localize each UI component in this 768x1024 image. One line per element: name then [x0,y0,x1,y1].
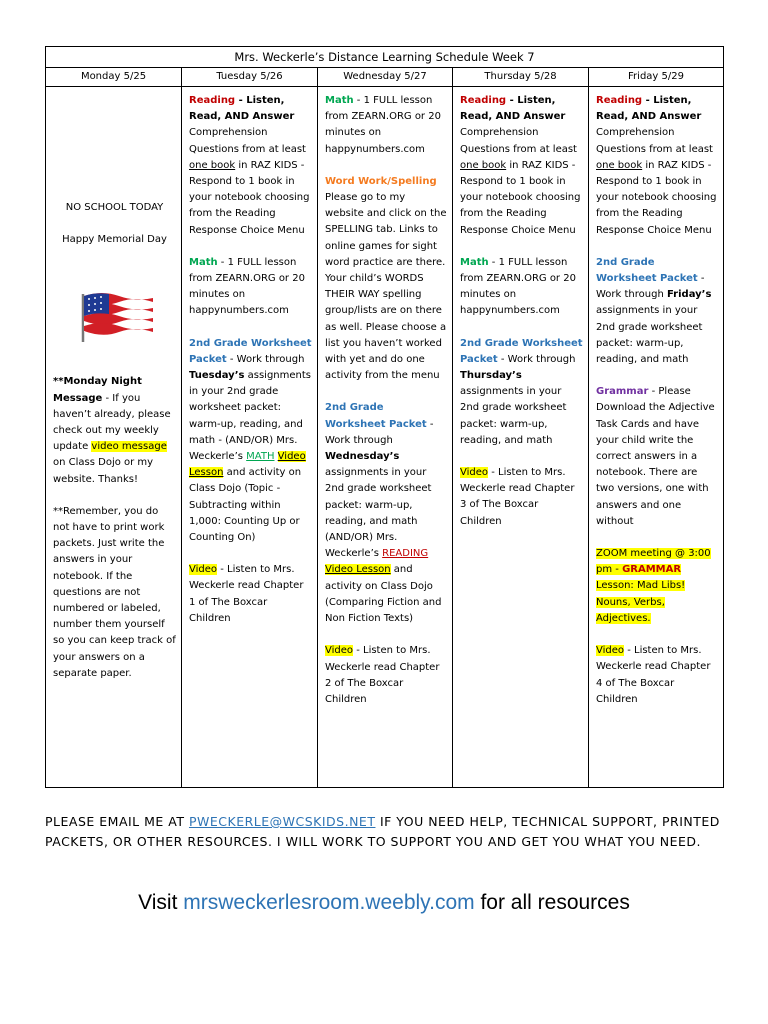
reading-bold: Listen, Read, AND Answer [460,95,566,123]
friday-worksheet-block [596,255,718,368]
visit-website-line [0,891,768,915]
video-link[interactable]: Video [596,645,625,657]
reading-label: Reading [189,95,236,106]
holiday-text: Happy Memorial Day [62,234,167,246]
zoom-text-end: Lesson: Mad Libs! Nouns, Verbs, Adjectives. [596,580,686,624]
math-label: Math [325,95,354,106]
video-text: - Listen to Mrs. Weckerle read Chapter 2 of The Boxcar Children [325,645,440,705]
video-text: - Listen to Mrs. Weckerle read Chapter 4 of The Boxcar Children [596,645,711,705]
wednesday-worksheet-block [325,400,447,627]
zoom-text: ZOOM meeting @ 3:00 pm - [596,548,711,576]
email-link[interactable]: PWECKERLE@WCSKIDS.NET [188,814,376,829]
day-header-thursday: Thursday 5/28 [453,68,589,87]
tuesday-cell [182,87,318,788]
no-school-text: NO SCHOOL TODAY [65,202,164,213]
thursday-video-block [460,465,583,530]
video-link[interactable]: Video [189,564,218,576]
worksheet-label: 2nd Grade Worksheet Packet [189,337,312,365]
math-label: Math [460,256,489,268]
reading-one-book: one book [596,159,643,171]
video-link[interactable]: Video [325,645,354,657]
monday-night-message-label: **Monday Night Message [53,376,142,404]
friday-reading-block [596,93,718,239]
reading-text: Comprehension Questions from at least [596,127,713,155]
worksheet-day: Tuesday’s [189,370,245,382]
word-work-label: Word Work/Spelling [325,175,437,187]
day-header-tuesday: Tuesday 5/26 [182,68,318,87]
worksheet-text-2: assignments in your 2nd grade worksheet packet: warm-up, reading, and math [596,305,703,366]
friday-zoom-block [596,546,718,627]
worksheet-extra: (AND/OR) Mrs. Weckerle’s [325,532,398,560]
worksheet-text: - Work through [596,273,705,301]
math-label: Math [189,256,218,268]
worksheet-extra: - (AND/OR) Mrs. Weckerle’s [189,434,298,463]
friday-cell [589,87,724,788]
visit-text-end: for all resources [474,891,630,914]
remember-note: **Remember, you do not have to print work packets. Just write the answers in your notebook. If the questions are not numbered or labeled, number them yourself so you can keep track of your answers on a separate paper. [53,505,176,679]
video-text: - Listen to Mrs. Weckerle read Chapter 1 of The Boxcar Children [189,564,304,624]
worksheet-text: - Work through [325,418,434,446]
lesson-text: and activity on Class Dojo (Topic - Subtracting within 1,000: Counting Up or Counting On) [189,467,302,544]
schedule-table [45,46,724,788]
worksheet-day: Wednesday’s [325,451,400,463]
schedule-title: Mrs. Weckerle’s Distance Learning Schedule Week 7 [46,47,724,68]
reading-bold: Listen, Read, AND Answer [189,95,295,123]
reading-sep: - [506,95,518,106]
worksheet-day: Thursday’s [460,370,522,382]
thursday-reading-block [460,93,583,239]
reading-sep: - [642,95,654,106]
visit-text: Visit [138,891,184,914]
reading-label: Reading [596,95,643,106]
contact-footer [45,812,735,852]
video-text: - Listen to Mrs. Weckerle read Chapter 3 of The Boxcar Children [460,467,575,527]
monday-message-text-end: on Class Dojo or my website. Thanks! [53,457,154,485]
friday-grammar-block [596,384,718,530]
wednesday-video-block [325,643,447,708]
math-text: - 1 FULL lesson from ZEARN.ORG or 20 minutes on happynumbers.com [460,256,576,317]
reading-label: Reading [460,95,507,106]
thursday-math-block [460,255,583,320]
footer-text-end: IF YOU NEED HELP, TECHNICAL SUPPORT, PRINTED PACKETS, OR OTHER RESOURCES. I WILL WORK TO SUPPORT YOU AND GET YOU WHAT YOU NEED. [45,814,720,849]
reading-text-end: in RAZ KIDS - Respond to 1 book in your notebook choosing from the Reading Response Choice Menu [189,159,310,236]
reading-text-end: in RAZ KIDS - Respond to 1 book in your notebook choosing from the Reading Response Choice Menu [460,159,581,236]
friday-video-block [596,643,718,708]
wednesday-cell [318,87,453,788]
day-header-monday: Monday 5/25 [46,68,182,87]
tuesday-worksheet-block [189,336,312,547]
math-text: - 1 FULL lesson from ZEARN.ORG or 20 minutes on happynumbers.com [189,256,305,317]
worksheet-text: - Work through [226,353,305,365]
zoom-grammar-label: GRAMMAR [622,564,682,576]
reading-text: Comprehension Questions from at least [189,127,306,155]
worksheet-text: - Work through [497,353,576,365]
wednesday-word-work-block [325,174,447,385]
video-message-link[interactable]: video message [91,441,167,453]
footer-text: PLEASE EMAIL ME AT [45,814,189,829]
worksheet-day: Friday’s [666,289,712,301]
reading-text: Comprehension Questions from at least [460,127,577,155]
monday-message-text: - If you haven’t already, please check out my weekly update [53,392,171,453]
day-header-friday: Friday 5/29 [589,68,724,87]
worksheet-label: 2nd Grade Worksheet Packet [596,256,698,285]
worksheet-text-2: assignments in your 2nd grade worksheet packet: warm-up, reading, and math [460,386,567,446]
reading-text-end: in RAZ KIDS - Respond to 1 book in your notebook choosing from the Reading Response Choice Menu [596,159,717,236]
video-lesson-link[interactable]: Video Lesson [325,564,391,576]
thursday-cell [453,87,589,788]
tuesday-math-block [189,255,312,320]
tuesday-video-block [189,562,312,627]
monday-cell [46,87,182,788]
reading-one-book: one book [189,159,236,171]
thursday-worksheet-block [460,336,583,449]
reading-video-link[interactable]: READING [382,548,429,560]
american-flag-icon [77,288,157,344]
reading-sep: - [235,95,247,106]
worksheet-label: 2nd Grade Worksheet Packet [325,402,427,430]
video-link[interactable]: Video [460,467,489,479]
word-work-text: Please go to my website and click on the SPELLING tab. Links to online games for sight word practice are there. Your child’s WORDS THEIR WAY spelling group/lists are on there as well. Please choose a list you haven’t worked with yet and do one activity from the menu [325,192,447,382]
tuesday-reading-block [189,93,312,239]
reading-bold: Listen, Read, AND Answer [596,95,702,123]
worksheet-label: 2nd Grade Worksheet Packet [460,337,583,365]
wednesday-math-block [325,93,447,158]
website-link[interactable]: mrsweckerlesroom.weebly.com [183,891,475,914]
worksheet-text-2: assignments in your 2nd grade worksheet packet: warm-up, reading, and math [325,467,432,527]
grammar-label: Grammar [596,386,649,398]
day-header-wednesday: Wednesday 5/27 [318,68,453,87]
worksheet-text-2: assignments in your 2nd grade worksheet packet: warm-up, reading, and math [189,370,312,446]
reading-one-book: one book [460,159,507,171]
math-video-link[interactable]: MATH [246,451,275,463]
video-lesson-link[interactable]: Video Lesson [189,451,306,479]
math-text: - 1 FULL lesson from ZEARN.ORG or 20 minutes on happynumbers.com [325,95,441,155]
grammar-text: - Please Download the Adjective Task Cards and have your child write the correct answers in a notebook. There are two versions, one with answers and one without [596,386,715,527]
lesson-text: and activity on Class Dojo (Comparing Fiction and Non Fiction Texts) [325,564,442,625]
